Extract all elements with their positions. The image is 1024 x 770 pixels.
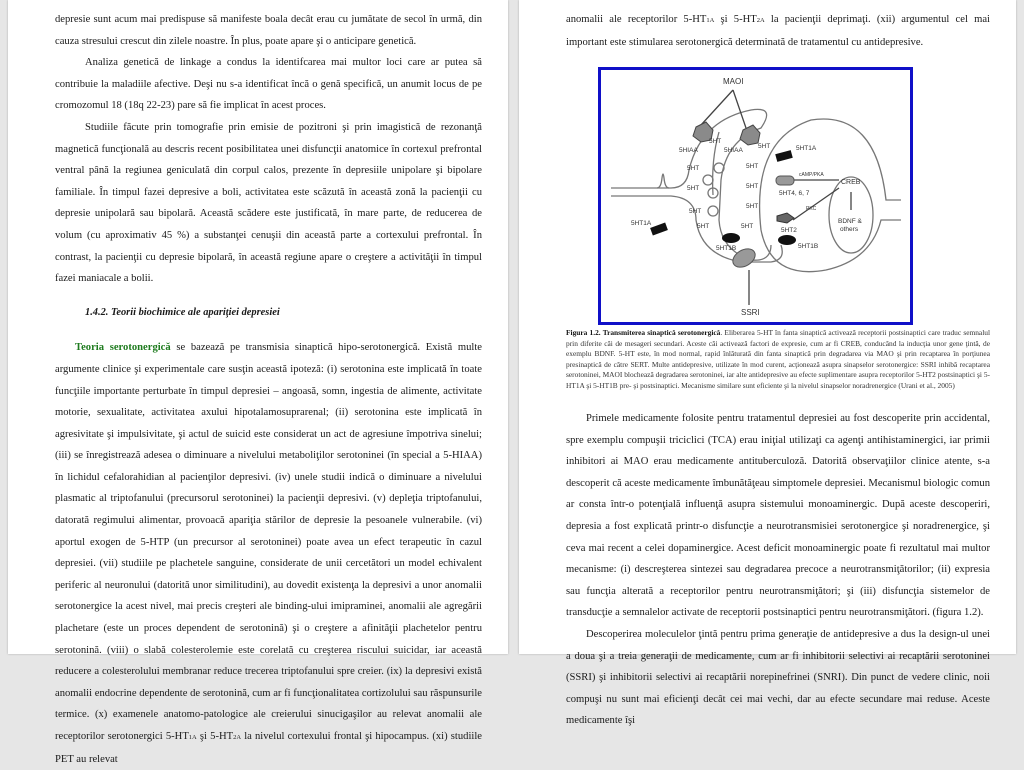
right-page-intro <box>566 9 990 53</box>
paragraph: Primele medicamente folosite pentru tratamentul depresiei au fost descoperite prin accidental, spre exemplu compuşii triciclici (TCA) erau iniţial utilizaţi ca agenţi antihistaminergici, iar primii inhibitori ai MAO erau medicamente antituberculoză. Datorită observaţiilor clinice atente, s-a descoperit că aceste medicamente îmbunătăţeau simptomele depresiei. Mecanismul biologic comun ar consta într-o potenţială influenţă asupra sistemului monoaminergic. După aceste descoperiri, depresia a fost explicată printr-o disfuncţie a neurotransmisiei serotonergice şi noradrenergice, şi ceva mai recent a celei dopaminergice. Acest deficit monoaminergic poate fi rezultatul mai multor mecanisme: (i) descreşterea sintezei sau degradarea precoce a neurotransmiţătorilor; (ii) expresia sau funcţia alterată a receptorilor pentru neurotransmiţători; şi (iii) disfuncţia sistemelor de transducţie a semnalelor activate de receptorii postsinaptici pentru neurotransmiţători. (figura 1.2). <box>566 413 990 619</box>
figure-caption <box>566 328 990 392</box>
5ht-label: 5HT <box>758 143 771 150</box>
receptor-label: 5-HT <box>210 731 234 742</box>
creb-label: CREB <box>841 179 861 186</box>
receptor-subscript: 1A <box>188 734 197 741</box>
5ht-label: 5HT <box>697 223 710 230</box>
5ht-label: 5HT <box>689 208 702 215</box>
5ht-label: 5HT <box>746 163 759 170</box>
nucleus <box>829 177 873 253</box>
maoi-inhibition-lines <box>701 90 746 128</box>
5ht-label: 5HT <box>746 183 759 190</box>
5ht1a-pre-label: 5HT1A <box>631 220 652 227</box>
paragraph-text: şi <box>196 731 211 742</box>
receptor-subscript: 1A <box>706 17 715 24</box>
receptor-5ht1a <box>775 150 793 162</box>
5ht-label: 5HT <box>741 223 754 230</box>
5ht1b-label: 5HT1B <box>798 243 819 250</box>
5ht1a-label: 5HT1A <box>796 145 817 152</box>
5ht-label: 5HT <box>687 185 700 192</box>
pkc-label: PKC <box>806 206 817 212</box>
maoi-label: MAOI <box>723 77 744 86</box>
postsynaptic-membrane <box>760 119 901 230</box>
paragraph: Descoperirea moleculelor ţintă pentru prima generaţie de antidepresive a dus la design-ul unei a doua şi a treia generaţii de medicamente, cum ar fi inhibitorii selectivi ai recaptării serotoninei (SSRI) şi inhibitorii selectivi ai recaptării norepinefrinei (SNRI). Din punct de vedere clinic, noii compuşi nu sunt mai eficienţi decât cei mai vechi, dar au efecte secundare mai reduse. Aceste medicamente îşi <box>566 628 990 727</box>
paragraph <box>566 9 990 53</box>
paragraph-text: anomalii ale receptorilor 5-HT <box>566 14 707 25</box>
receptor-subscript: 2A <box>756 17 765 24</box>
left-page-body <box>55 9 482 770</box>
synapse-diagram <box>601 70 910 322</box>
paragraph: depresie sunt acum mai predispuse să manifeste boala decât erau cu jumătate de secol în urmă, din cauza stresului crescut din zilele noastre. În plus, poate apare şi o anticipare genetică. <box>55 14 482 47</box>
receptor-5ht1b-post <box>778 235 796 245</box>
receptor-subscript: 2A <box>233 734 242 741</box>
caption-text: . Eliberarea 5-HT în fanta sinaptică activează receptorii postsinaptici care traduc semnalul prin diferite căi de mesageri secundari. Aceste căi activează factori de expresie, cum ar fi CREB, conducând la inducţia unor gene ţintă, de exemplu BDNF. 5-HT este, în mod normal, rapid înlăturată din fanta sinaptică prin degradarea via MAO şi prin recaptarea în porţiunea presinaptică de către SERT. Multe antidepresive, utilizate în mod curent, acţionează asupra sinapselor serotonergice: SSRI inhibă recaptarea serotoninei, MAOI blochează degradarea serotoninei, iar alte antidepresive au efecte suplimentare asupra receptorilor 5-HT2 postsinaptici şi 5-HT1A şi 5-HT1B pre- şi postsinaptici. Mecanisme similare sunt eficiente şi la nivelul sinapselor noradrenergice (Urani et al., 2005) <box>566 328 990 390</box>
vesicle <box>714 163 724 173</box>
paragraph: Analiza genetică de linkage a condus la identifcarea mai multor loci care ar putea să contribuie la maladiile afective. Deşi nu s-a identificat încă o genă specifică, un anumit locus de pe cromozomul 18 (18q 22-23) pare să fie implicat în acest proces. <box>55 57 482 112</box>
ssri-label: SSRI <box>741 308 760 317</box>
paragraph-text: la nivelul cortexului frontal şi hipocampus. (xi) studiile PET au relevat <box>55 731 482 765</box>
mao-enzyme <box>740 125 760 145</box>
5ht-label: 5HT <box>746 203 759 210</box>
5ht-label: 5HT <box>687 165 700 172</box>
shiaa-label: 5HIAA <box>679 147 698 154</box>
section-heading: 1.4.2. Teorii biochimice ale apariţiei depresiei <box>85 306 280 318</box>
paragraph-text: se bazează pe transmisia sinaptică hipo-serotonergică. Există multe argumente clinice şi experimentale care susţin această ipoteză: (i) serotonina este implicată în toate funcţiile importante perturbate în timpul depresiei – angoasă, somn, ingestia de alimente, activitate motorie, sexualitate, activitatea axului hipotalamosuprarenal; (ii) serotonina este implicată în agresivitate şi impulsivitate, şi actul de suicid este considerat un act de agresiune împotriva sinelui; (iii) se înregistrează adesea o diminuare a nivelului metaboliţilor serotoninei (în special a 5-HIAA) în lichidul cefalorahidian al pacienţilor depresivi. (iv) unele studii indică o diminuare a nivelului plasmatic al triptofanului (precursorul serotoninei) la pacienţii depresivi. (v) depleţia triptofanului, datorată regimului alimentar, provoacă apariţia stărilor de depresie la pesoanele vulnerabile. (vi) aportul exogen de 5-HTP (un precursor al serotoninei) poate avea un efect terapeutic în cazul depresiei. (vii) studiile pe plachetele sanguine, considerate de unii cercetători un model echivalent periferic al neuronului (datorită unor similitudini), au dovedit existenţa la depresivi a unor anomalii serotonergice la acest nivel, mai precis creşteri ale binding-ului imipraminei, anomalii ale agregării plachetare (este un proces dependent de serotonină) şi o creştere a afinităţii plachetelor pentru serotonină. (viii) o slabă colesterolemie este corelată cu creşterea riscului suicidar, iar această reducere a colesterolului membranar reduce trecerea triptofanului spre creier. (ix) la depresivi există anomalii endocrine dependente de serotonină, cum ar fi funcţionalitatea cortizolului sau răspunsurile termice. (x) examenele anatomo-patologice ale creierului sinucigaşilor au relevat anomalii ale receptorilor serotonergici <box>55 342 482 742</box>
receptor-label: 5-HT <box>165 731 189 742</box>
right-page-body <box>566 408 990 732</box>
5ht-label: 5HT <box>709 138 722 145</box>
receptor-5ht467 <box>776 176 794 185</box>
receptor-5ht1b-pre <box>650 223 668 236</box>
paragraph <box>55 337 482 770</box>
caption-title: Figura 1.2. Transmiterea sinaptică serotonergică <box>566 328 721 337</box>
bdnf-label: BDNF & <box>838 218 862 225</box>
vesicle <box>708 206 718 216</box>
synapse-figure <box>598 67 913 325</box>
action-potential <box>657 174 669 188</box>
5ht1b-pre-label: 5HT1B <box>716 245 737 252</box>
receptor-5ht2 <box>777 213 794 223</box>
vesicle <box>703 175 713 185</box>
paragraph-text: la pacienţii deprimaţi. (xii) argumentul cel mai important este stimularea serotonergică determinată de tratamentul cu antidepresive. <box>566 14 990 48</box>
left-page <box>8 0 508 765</box>
paragraph: Studiile făcute prin tomografie prin emisie de pozitroni şi prin imagistică de rezonanţă magnetică funcţională au descris recent posibilitatea unei disfuncţii anatomice în cortexul prefrontal ventral până la regiunea geniculată din corpul calos, prezente în depresiile unipolare şi bipolare familiale. În timpul fazei depresive a boli, activitatea este scăzută în această zonă la pacienţii cu depresie unipolară sau bipolară. Această scădere este justificată, în mare parte, de reducerea de volum (cu aproximativ 45 %) a substanţei cenuşii din această parte a cortexului prefrontal. În contrast, la pacienţii cu depresie bipolară, în această regiune apare o creştere a activităţii în timpul fazei maniacale a bolii. <box>55 121 482 285</box>
receptor-5ht1b <box>722 233 740 243</box>
camp-pka-label: cAMP/PKA <box>799 172 824 178</box>
5ht2-label: 5HT2 <box>781 227 797 234</box>
highlighted-term: Teoria serotonergică <box>75 342 171 354</box>
paragraph-text: şi 5-HT <box>714 14 757 25</box>
right-page <box>519 0 1016 727</box>
5ht467-label: 5HT4, 6, 7 <box>779 190 810 197</box>
shiaa-label: 5HIAA <box>724 147 743 154</box>
others-label: others <box>840 226 859 233</box>
